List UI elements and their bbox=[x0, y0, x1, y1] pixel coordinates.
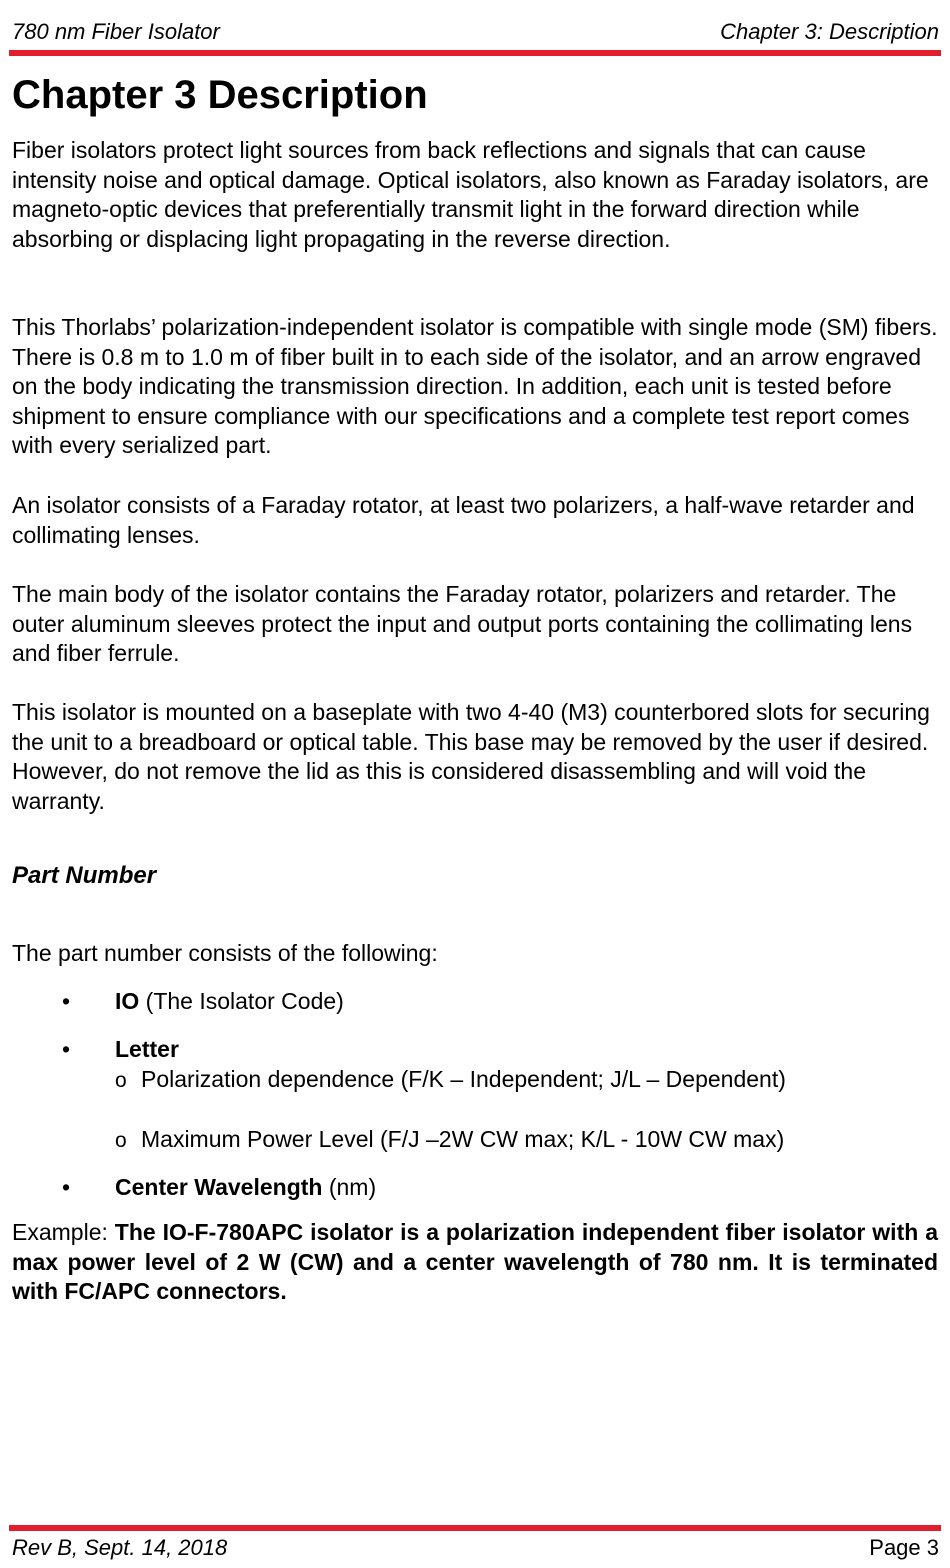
bullet-term: Center Wavelength bbox=[115, 1174, 323, 1200]
header-rule bbox=[9, 50, 941, 56]
example-label: Example: bbox=[12, 1219, 115, 1245]
running-footer bbox=[12, 1534, 939, 1562]
sub-bullet-circle: o bbox=[115, 1069, 127, 1092]
running-header bbox=[12, 18, 939, 46]
example-paragraph bbox=[12, 1218, 938, 1307]
bullet-description: (The Isolator Code) bbox=[139, 988, 344, 1014]
bullet-description: (nm) bbox=[322, 1174, 377, 1200]
header-doc-title: 780 nm Fiber Isolator bbox=[12, 19, 220, 44]
bullet-term: Letter bbox=[115, 1036, 179, 1062]
sub-list-item bbox=[115, 1124, 784, 1156]
example-text: The IO-F-780APC isolator is a polarization independent fiber isolator with a max power level of 2 W (CW) and a center wavelength of 780 nm. It is terminated with FC/APC connectors. bbox=[12, 1219, 938, 1305]
paragraph-mounting: This isolator is mounted on a baseplate with two 4-40 (M3) counterbored slots for securing the unit to a breadboard or optical table. This base may be removed by the user if desired. However, do not remove the lid as this is considered disassembling and will void the warranty. bbox=[12, 699, 930, 814]
paragraph-intro: Fiber isolators protect light sources from back reflections and signals that can cause intensity noise and optical damage. Optical isolators, also known as Faraday isolators, are magneto-optic devices that preferentially transmit light in the forward direction while absorbing or displacing light propagating in the reverse direction. bbox=[12, 137, 929, 252]
sub-item-text: Polarization dependence (F/K – Independent; J/L – Dependent) bbox=[141, 1066, 786, 1092]
paragraph-components: An isolator consists of a Faraday rotator, at least two polarizers, a half-wave retarder and collimating lenses. bbox=[12, 492, 915, 548]
chapter-title: Chapter 3 Description bbox=[12, 73, 428, 117]
footer-revision: Rev B, Sept. 14, 2018 bbox=[12, 1535, 228, 1560]
part-number-heading: Part Number bbox=[12, 862, 157, 889]
sub-item-text: Maximum Power Level (F/J –2W CW max; K/L - 10W CW max) bbox=[141, 1126, 785, 1152]
sub-bullet-circle: o bbox=[115, 1129, 127, 1152]
bullet-term: IO bbox=[115, 988, 140, 1014]
paragraph-compatibility: This Thorlabs’ polarization-independent isolator is compatible with single mode (SM) fibers. There is 0.8 m to 1.0 m of fiber built in to each side of the isolator, and an arrow engraved on the body indicating the transmission direction. In addition, each unit is tested before shipment to ensure compliance with our specifications and a complete test report comes with every serialized part. bbox=[12, 314, 938, 459]
bullet-dot: • bbox=[62, 1036, 71, 1062]
paragraph-main-body: The main body of the isolator contains the Faraday rotator, polarizers and retarder. The outer aluminum sleeves protect the input and output ports containing the collimating lens and fiber ferrule. bbox=[12, 581, 913, 667]
footer-page-number: Page 3 bbox=[869, 1535, 939, 1560]
sub-list-item bbox=[115, 1064, 786, 1096]
part-number-intro: The part number consists of the following: bbox=[12, 940, 438, 966]
bullet-dot: • bbox=[62, 988, 71, 1014]
header-chapter-title: Chapter 3: Description bbox=[720, 19, 939, 44]
bullet-dot: • bbox=[62, 1174, 71, 1200]
footer-rule bbox=[9, 1525, 941, 1531]
